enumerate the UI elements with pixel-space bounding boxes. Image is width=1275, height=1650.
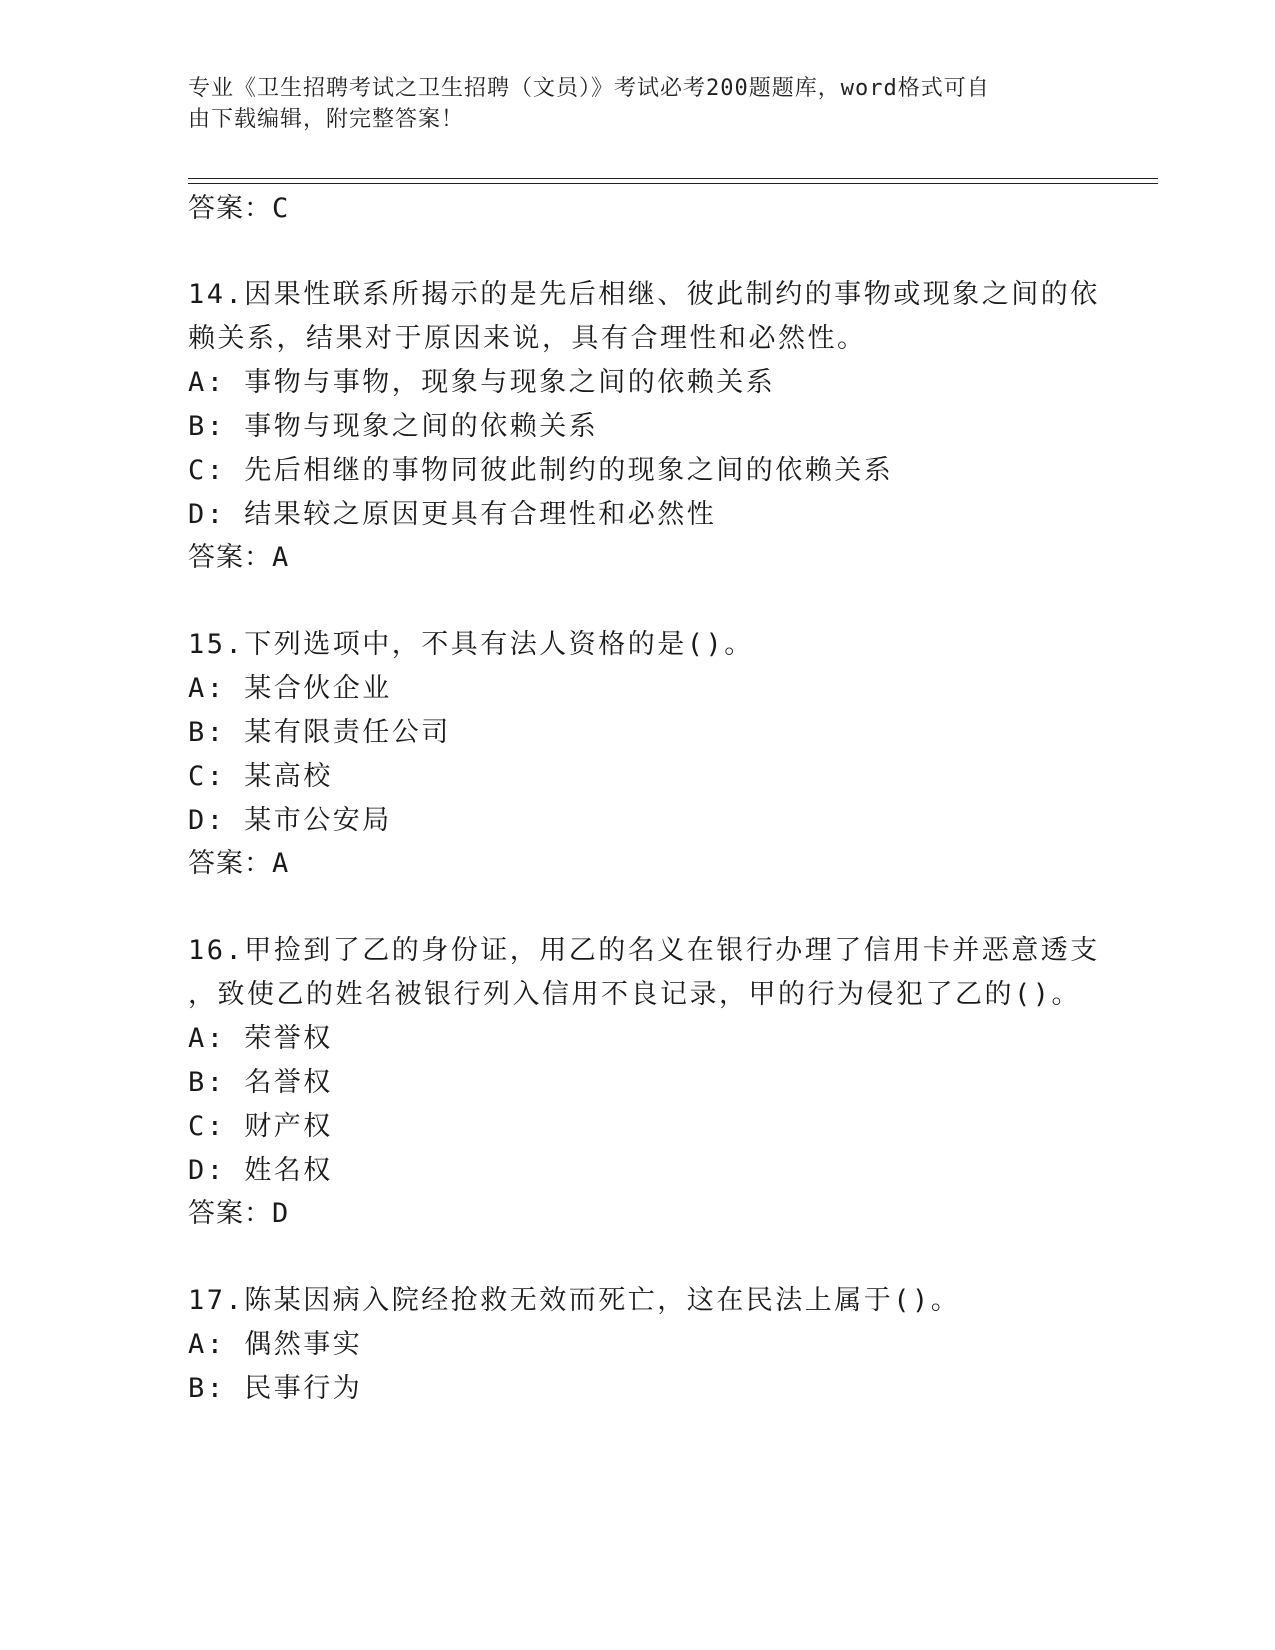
question-15-answer: 答案：A	[188, 848, 290, 879]
question-15-option-d: D: 某市公安局	[188, 805, 392, 836]
question-16-answer: 答案：D	[188, 1198, 290, 1229]
question-16-option-b: B: 名誉权	[188, 1067, 333, 1098]
question-15-option-a: A: 某合伙企业	[188, 673, 392, 704]
document-header	[188, 73, 1068, 135]
question-14-stem-line-2: 赖关系，结果对于原因来说，具有合理性和必然性。	[188, 323, 867, 354]
header-line-1: 专业《卫生招聘考试之卫生招聘（文员）》考试必考200题题库，word格式可自	[188, 76, 990, 101]
question-14-option-a: A: 事物与事物，现象与现象之间的依赖关系	[188, 367, 776, 398]
question-14-answer: 答案：A	[188, 542, 290, 573]
question-16-stem-line-1: 16.甲捡到了乙的身份证，用乙的名义在银行办理了信用卡并恶意透支	[188, 935, 1100, 966]
question-15-option-c: C: 某高校	[188, 761, 333, 792]
question-14-option-d: D: 结果较之原因更具有合理性和必然性	[188, 499, 717, 530]
question-14-option-b: B: 事物与现象之间的依赖关系	[188, 411, 599, 442]
question-16-option-c: C: 财产权	[188, 1111, 333, 1142]
question-17-stem: 17.陈某因病入院经抢救无效而死亡，这在民法上属于()。	[188, 1285, 961, 1316]
previous-answer: 答案：C	[188, 193, 290, 224]
question-16-option-d: D: 姓名权	[188, 1155, 333, 1186]
header-rule-top	[188, 178, 1158, 179]
question-15-option-b: B: 某有限责任公司	[188, 717, 451, 748]
question-16-option-a: A: 荣誉权	[188, 1023, 333, 1054]
header-line-2: 由下载编辑，附完整答案！	[188, 107, 465, 132]
question-15-stem: 15.下列选项中，不具有法人资格的是()。	[188, 629, 754, 660]
header-rule-bottom	[188, 183, 1158, 184]
question-17-option-b: B: 民事行为	[188, 1373, 363, 1404]
question-16-stem-line-2: ，致使乙的姓名被银行列入信用不良记录，甲的行为侵犯了乙的()。	[188, 979, 1082, 1010]
question-14-option-c: C: 先后相继的事物同彼此制约的现象之间的依赖关系	[188, 455, 894, 486]
question-17-option-a: A: 偶然事实	[188, 1329, 363, 1360]
question-14-stem-line-1: 14.因果性联系所揭示的是先后相继、彼此制约的事物或现象之间的依	[188, 279, 1100, 310]
